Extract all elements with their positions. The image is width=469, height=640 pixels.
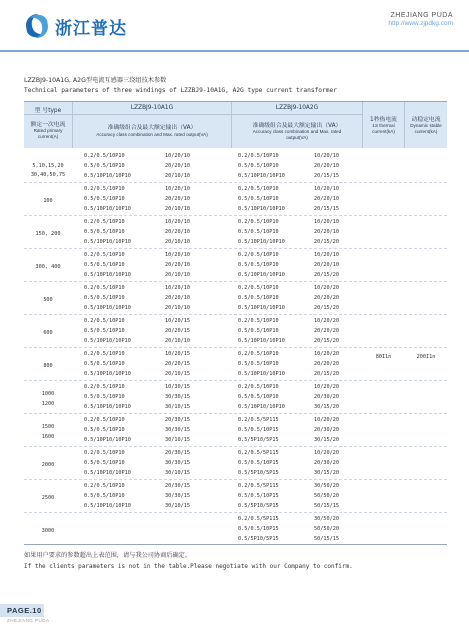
row-a1g-va: 10/20/10 20/20/10 20/10/10 bbox=[165, 153, 190, 179]
row-a1g-class: 0.2/0.5/10P10 0.5/0.5/10P10 0.5/10P10/10P10 bbox=[84, 219, 131, 245]
header-type: 型 号type bbox=[34, 108, 62, 114]
row-a1g-va: 10/20/10 20/20/10 20/10/10 bbox=[165, 285, 190, 311]
row-current: 100 bbox=[43, 197, 53, 204]
header-combo-a2g-en2: output(VA) bbox=[286, 135, 308, 140]
row-a2g-va: 10/20/20 20/20/20 20/15/20 bbox=[314, 318, 339, 344]
row-current: 800 bbox=[43, 362, 53, 369]
row-a2g-va: 10/20/20 20/30/20 30/15/20 bbox=[314, 450, 339, 476]
row-current: 600 bbox=[43, 329, 53, 336]
header-combo-a1g-cn: 准确级组合及最大额定输出（VA） bbox=[107, 125, 197, 131]
row-a1g-class: 0.2/0.5/10P10 0.5/0.5/10P10 0.5/10P10/10P10 bbox=[84, 384, 131, 410]
row-a2g-class: 0.2/0.5/10P10 0.5/0.5/10P10 0.5/10P10/10P10 bbox=[238, 318, 285, 344]
row-a1g-va: 10/20/15 20/20/15 20/10/15 bbox=[165, 351, 190, 377]
section-title-en: Technical parameters of three windings of LZZBJ9-10A1G, A2G type current transformer bbox=[24, 87, 337, 94]
row-a1g-va: 20/30/15 30/30/15 30/10/15 bbox=[165, 417, 190, 443]
brand-block bbox=[388, 12, 453, 27]
row-a2g-class: 0.2/0.5/10P10 0.5/0.5/10P10 0.5/10P10/10P10 bbox=[238, 153, 285, 179]
row-a1g-class: 0.2/0.5/10P10 0.5/0.5/10P10 0.5/10P10/10P10 bbox=[84, 252, 131, 278]
row-a2g-va: 30/50/20 50/50/20 50/15/15 bbox=[314, 483, 339, 509]
row-current: 300, 400 bbox=[35, 263, 61, 270]
header-thermal-cn: 1秒热电流 bbox=[370, 117, 397, 123]
header-model-a2g: LZZBJ9-10A2G bbox=[275, 105, 319, 111]
header-model-a1g: LZZBJ9-10A1G bbox=[130, 105, 174, 111]
row-a1g-va: 10/20/10 20/20/10 20/10/10 bbox=[165, 186, 190, 212]
row-a2g-class: 0.2/0.5/10P10 0.5/0.5/10P10 0.5/10P10/10P10 bbox=[238, 351, 285, 377]
page-brand: ZHEJIANG PUDA bbox=[7, 618, 50, 623]
parameter-table bbox=[24, 101, 447, 545]
row-a2g-class: 0.2/0.5/10P10 0.5/0.5/10P10 0.5/10P10/10P10 bbox=[238, 285, 285, 311]
row-a2g-class: 0.2/0.5/5P115 0.5/0.5/10P15 0.5/5P10/5P15 bbox=[238, 483, 279, 509]
row-a2g-va: 10/20/20 20/30/20 30/15/20 bbox=[314, 384, 339, 410]
row-a2g-va: 10/20/10 20/20/10 20/15/20 bbox=[314, 252, 339, 278]
header-thermal-en2: current(kA) bbox=[372, 129, 395, 134]
row-a2g-va: 10/20/10 20/20/10 20/15/20 bbox=[314, 219, 339, 245]
row-a2g-class: 0.2/0.5/10P10 0.5/0.5/10P10 0.5/10P10/10P10 bbox=[238, 186, 285, 212]
row-current: 1000 1200 bbox=[41, 390, 55, 407]
row-a1g-class: 0.2/0.5/10P10 0.5/0.5/10P10 0.5/10P10/10P10 bbox=[84, 417, 131, 443]
header-dynamic-cn: 动稳定电流 bbox=[411, 117, 441, 123]
header-combo-a2g-cn: 准确级组合及最大额定输出（VA） bbox=[252, 123, 342, 129]
row-a2g-class: 0.2/0.5/5P115 0.5/0.5/10P15 0.5/5P10/5P15 bbox=[238, 450, 279, 476]
brand-url[interactable]: http://www.zjpdkg.com bbox=[388, 20, 453, 27]
row-a2g-va: 10/20/10 20/20/10 20/15/15 bbox=[314, 153, 339, 179]
brand-name: ZHEJIANG PUDA bbox=[390, 12, 453, 19]
row-a1g-class: 0.2/0.5/10P10 0.5/0.5/10P10 0.5/10P10/10P10 bbox=[84, 186, 131, 212]
row-current: 5,10,15,20 30,40,50,75 bbox=[30, 162, 66, 178]
row-a1g-va: 10/20/10 20/20/10 20/10/10 bbox=[165, 252, 190, 278]
header-primary-en: Rated primary bbox=[33, 128, 63, 133]
row-current: 3000 bbox=[41, 527, 55, 534]
row-a2g-va: 30/50/20 50/50/20 50/15/15 bbox=[314, 516, 339, 542]
row-a1g-class: 0.2/0.5/10P10 0.5/0.5/10P10 0.5/10P10/10P10 bbox=[84, 285, 131, 311]
row-a2g-class: 0.2/0.5/10P10 0.5/0.5/10P10 0.5/10P10/10P10 bbox=[238, 219, 285, 245]
logo-text: 浙江普达 bbox=[55, 18, 127, 39]
row-a1g-va: 20/30/15 30/30/15 30/10/15 bbox=[165, 483, 190, 509]
row-a2g-va: 10/20/10 20/20/10 20/15/15 bbox=[314, 186, 339, 212]
row-a2g-class: 0.2/0.5/5P115 0.5/0.5/10P15 0.5/5P10/5P15 bbox=[238, 417, 279, 443]
row-a1g-class: 0.2/0.5/10P10 0.5/0.5/10P10 0.5/10P10/10P10 bbox=[84, 483, 131, 509]
row-current: 2000 bbox=[41, 461, 55, 468]
row-a1g-va: 10/20/10 20/20/10 20/10/10 bbox=[165, 219, 190, 245]
header-dynamic-en2: current(kA) bbox=[414, 129, 438, 134]
header-combo-a1g-en: Accuracy class combination and Max. rated output(VA) bbox=[96, 132, 208, 137]
row-current: 150, 200 bbox=[35, 230, 61, 237]
row-a2g-va: 10/20/20 20/20/20 20/15/20 bbox=[314, 285, 339, 311]
row-current: 2500 bbox=[41, 494, 55, 501]
company-logo bbox=[22, 12, 127, 40]
row-a2g-class: 0.2/0.5/5P115 0.5/0.5/10P15 0.5/5P10/5P15 bbox=[238, 516, 279, 542]
header-thermal-en: 1S thermal bbox=[372, 123, 395, 128]
header-primary-cn: 额定一次电流 bbox=[30, 122, 66, 128]
header-combo-a2g-en: Accuracy class combination and Max. rated bbox=[252, 129, 342, 134]
thermal-current-value: 80I1n bbox=[375, 354, 392, 360]
page-number: PAGE.10 bbox=[7, 606, 42, 615]
row-a1g-class: 0.2/0.5/10P10 0.5/0.5/10P10 0.5/10P10/10P10 bbox=[84, 351, 131, 377]
row-a1g-va: 10/20/15 20/20/15 20/10/10 bbox=[165, 318, 190, 344]
row-a2g-class: 0.2/0.5/10P10 0.5/0.5/10P10 0.5/10P10/10P10 bbox=[238, 384, 285, 410]
row-a1g-class: 0.2/0.5/10P10 0.5/0.5/10P10 0.5/10P10/10P10 bbox=[84, 318, 131, 344]
row-a2g-va: 10/20/20 20/30/20 30/15/20 bbox=[314, 417, 339, 443]
footer-note-cn: 如果用户要求的参数超出上表范围，请与我公司协商后确定。 bbox=[24, 552, 192, 559]
row-current: 500 bbox=[43, 296, 53, 303]
header-primary-en2: current(A) bbox=[37, 134, 59, 139]
header-divider bbox=[0, 50, 469, 52]
row-a1g-va: 10/30/15 30/30/15 30/10/15 bbox=[165, 384, 190, 410]
row-a1g-class: 0.2/0.5/10P10 0.5/0.5/10P10 0.5/10P10/10P10 bbox=[84, 450, 131, 476]
row-a2g-class: 0.2/0.5/10P10 0.5/0.5/10P10 0.5/10P10/10P10 bbox=[238, 252, 285, 278]
dynamic-current-value: 200I1n bbox=[416, 354, 436, 360]
row-current: 1500 1600 bbox=[41, 423, 55, 440]
puda-logo-icon bbox=[22, 12, 52, 40]
section-title-cn: LZZBJ9-10A1G, A2G型电流互感器三绕组技术参数 bbox=[24, 77, 167, 84]
row-a1g-class: 0.2/0.5/10P10 0.5/0.5/10P10 0.5/10P10/10P10 bbox=[84, 153, 131, 179]
row-a1g-va: 20/30/15 30/30/15 30/10/15 bbox=[165, 450, 190, 476]
row-a2g-va: 10/20/20 20/20/20 20/15/20 bbox=[314, 351, 339, 377]
footer-note-en: If the clients parameters is not in the table.Please negotiate with our Company to confirm. bbox=[24, 563, 353, 570]
header-dynamic-en: Dynamic stable bbox=[410, 123, 442, 128]
